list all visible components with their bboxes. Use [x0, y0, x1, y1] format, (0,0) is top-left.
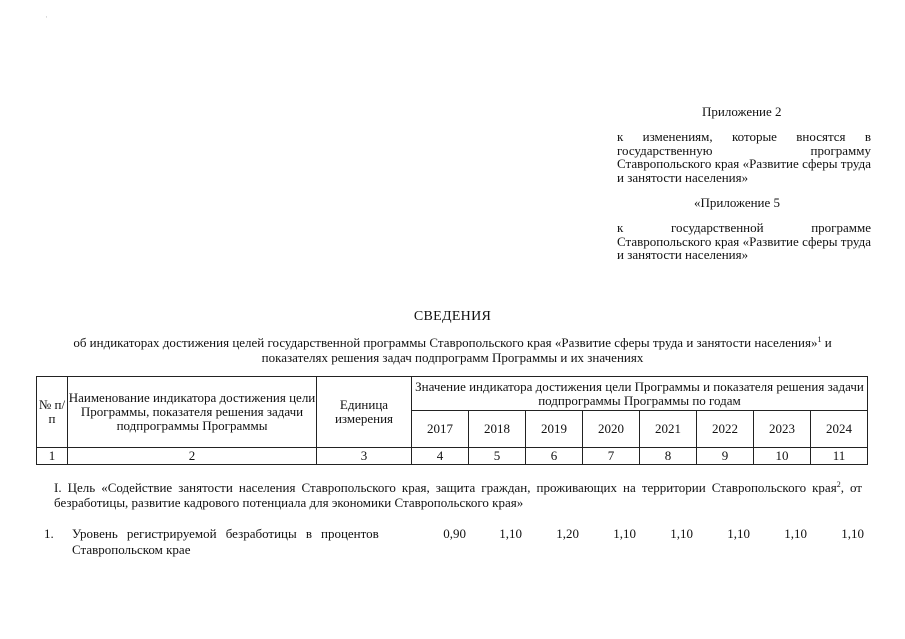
column-number: 10	[754, 448, 811, 465]
row-1-value-2019: 1,20	[556, 526, 579, 541]
goal-footnote-mark: 2	[836, 480, 841, 489]
row-1-value-2018: 1,10	[499, 526, 522, 541]
row-1-value-2024: 1,10	[841, 526, 864, 541]
column-number: 1	[37, 448, 68, 465]
goal-text-part-1: I. Цель «Содействие занятости населения Ставропольского края, защита граждан, проживающих на территории Ставропольского края	[54, 480, 837, 495]
row-1-number: 1.	[44, 526, 54, 541]
subtitle-part-1: об индикаторах достижения целей государственной программы Ставропольского края «Развитие сферы труда и занятости населения»	[73, 335, 818, 350]
goal-text-part-2: , от безработицы, развитие кадрового потенциала для экономики Ставропольского края»	[54, 480, 862, 510]
header-number: № п/п	[37, 377, 68, 448]
row-1-value-2017: 0,90	[443, 526, 466, 541]
column-number: 9	[697, 448, 754, 465]
header-values: Значение индикатора достижения цели Программы и показателя решения задачи подпрограммы Программы по годам	[412, 377, 868, 411]
document-subtitle	[40, 336, 865, 365]
header-year: 2018	[469, 411, 526, 448]
row-1-value-2020: 1,10	[613, 526, 636, 541]
corner-mark: ·	[45, 12, 48, 22]
appendix-5-title: «Приложение 5	[694, 195, 781, 210]
header-unit: Единица измерения	[317, 377, 412, 448]
column-number: 5	[469, 448, 526, 465]
appendix-2-title: Приложение 2	[702, 104, 782, 119]
column-number: 7	[583, 448, 640, 465]
column-number: 4	[412, 448, 469, 465]
column-number: 8	[640, 448, 697, 465]
row-1-value-2021: 1,10	[670, 526, 693, 541]
header-year: 2024	[811, 411, 868, 448]
row-1-value-2022: 1,10	[727, 526, 750, 541]
header-name: Наименование индикатора достижения цели Программы, показателя решения задачи подпрограммы Программы	[68, 377, 317, 448]
header-year: 2020	[583, 411, 640, 448]
appendix-5-text: к государственной программе Ставропольского края «Развитие сферы труда и занятости населения»	[617, 220, 871, 262]
header-year: 2022	[697, 411, 754, 448]
goal-heading	[54, 481, 862, 510]
row-1-unit: процентов	[321, 526, 379, 541]
row-1-value-2023: 1,10	[784, 526, 807, 541]
subtitle-footnote-mark: 1	[817, 335, 822, 344]
column-number: 3	[317, 448, 412, 465]
header-year: 2017	[412, 411, 469, 448]
header-year: 2023	[754, 411, 811, 448]
indicators-table	[36, 376, 868, 465]
header-year: 2019	[526, 411, 583, 448]
appendix-2-text: к изменениям, которые вносятся в государственную программу Ставропольского края «Развитие сферы труда и занятости населения»	[617, 129, 871, 185]
document-title: СВЕДЕНИЯ	[413, 309, 492, 324]
subtitle-part-2: и показателях решения задач подпрограмм Программы и их значениях	[261, 335, 832, 365]
header-year: 2021	[640, 411, 697, 448]
column-number: 6	[526, 448, 583, 465]
column-number: 11	[811, 448, 868, 465]
row-1-name: Уровень регистрируемой безработицы в Ставропольском крае	[72, 526, 312, 557]
column-number: 2	[68, 448, 317, 465]
